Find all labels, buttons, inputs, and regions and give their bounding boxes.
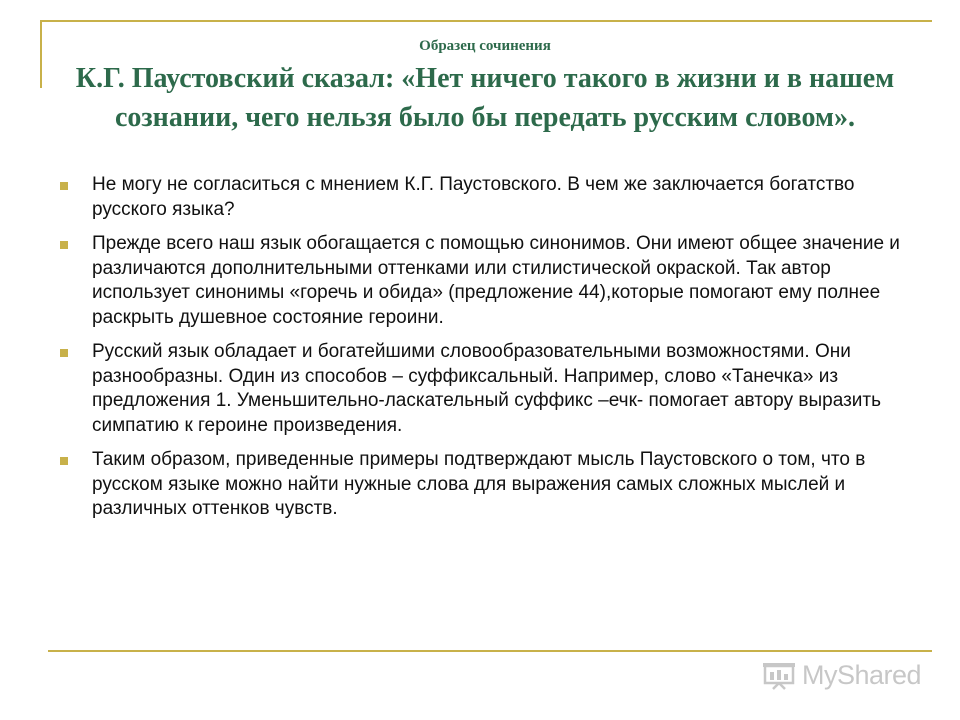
bullet-marker-icon: [60, 241, 68, 249]
bullet-marker-icon: [60, 182, 68, 190]
bullet-item: [58, 232, 914, 330]
bullet-text: Не могу не согласиться с мнением К.Г. Паустовского. В чем же заключается богатство русского языка?: [92, 174, 855, 220]
frame-top-line: [40, 20, 932, 22]
bullet-text: Русский язык обладает и богатейшими словообразовательными возможностями. Они разнообразны. Один из способов – суффиксальный. Например, слово «Танечка» из предложения 1. Уменьшительно-ласкательный суффикс –ечк- помогает автору выразить симпатию к героине произведения.: [92, 341, 881, 436]
bullet-item: [58, 340, 914, 438]
frame-left-line: [40, 20, 42, 88]
bullet-text: Прежде всего наш язык обогащается с помощью синонимов. Они имеют общее значение и различаются дополнительными оттенками или стилистической окраской. Так автор использует синонимы «горечь и обида» (предложение 44),которые помогают ему полнее раскрыть душевное состояние героини.: [92, 233, 900, 328]
bullet-marker-icon: [60, 457, 68, 465]
bullet-item: [58, 448, 914, 522]
presentation-board-icon: [762, 660, 796, 690]
bullet-item: [58, 173, 914, 222]
bullet-list: [58, 173, 914, 532]
slide-title: К.Г. Паустовский сказал: «Нет ничего такого в жизни и в нашем сознании, чего нельзя было бы передать русским словом».: [75, 63, 895, 133]
bullet-marker-icon: [60, 349, 68, 357]
frame-bottom-line: [48, 650, 932, 652]
watermark-text: MyShared: [802, 659, 922, 690]
slide-subtitle: Образец сочинения: [419, 38, 551, 54]
watermark-logo: [762, 660, 921, 690]
title-block: [60, 36, 910, 137]
bullet-text: Таким образом, приведенные примеры подтверждают мысль Паустовского о том, что в русском языке можно найти нужные слова для выражения самых сложных мыслей и различных оттенков чувств.: [92, 449, 866, 519]
